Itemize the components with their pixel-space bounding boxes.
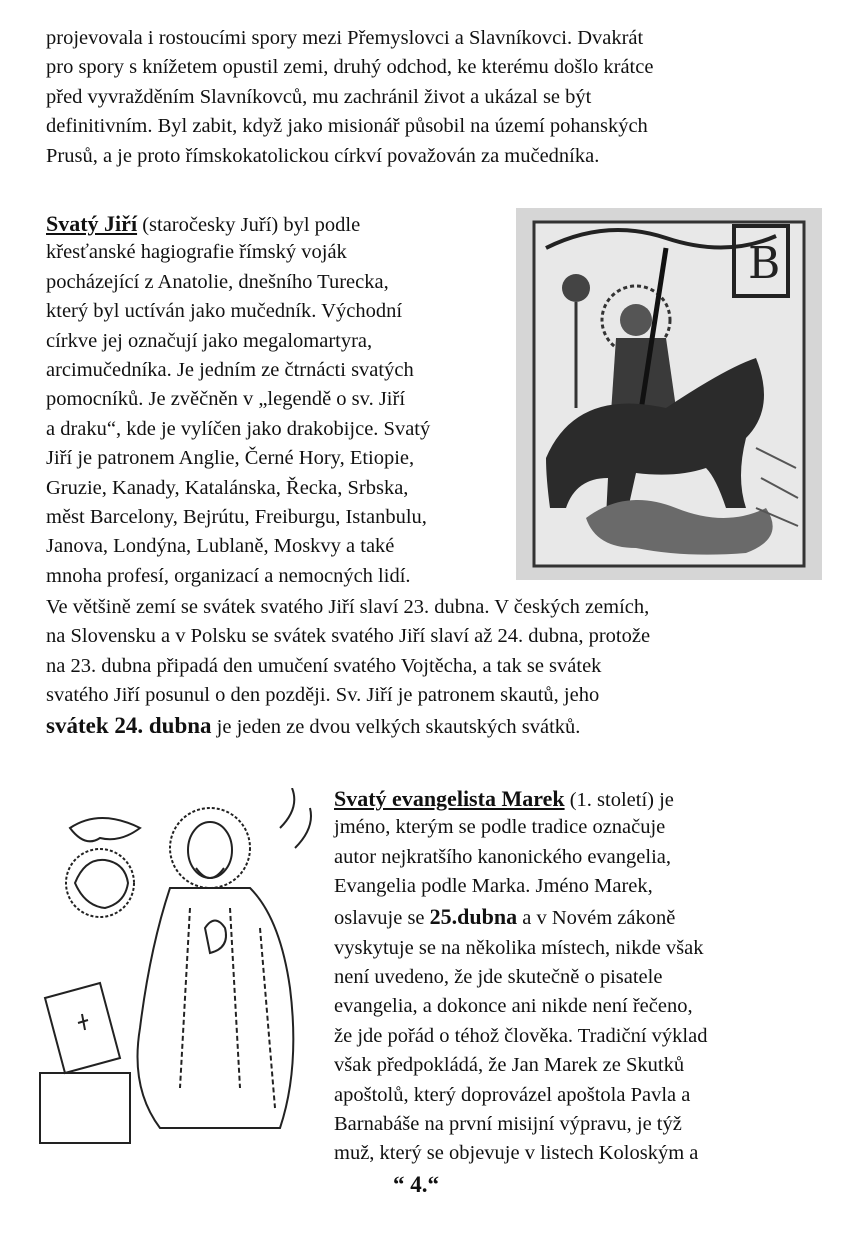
saint-george-line: církve jej označují jako megalomartyra, [46, 329, 373, 352]
saint-mark-line: evangelia, a dokonce ani nikde není řečeno, [334, 995, 693, 1018]
saint-george-cont-line: na 23. dubna připadá den umučení svatého Vojtěcha, a tak se svátek [46, 654, 602, 677]
saint-george-line: Gruzie, Kanady, Katalánska, Řecka, Srbska, [46, 476, 409, 499]
saint-george-line: Jiří je patronem Anglie, Černé Hory, Etiopie, [46, 447, 415, 470]
intro-paragraph [46, 24, 653, 171]
saint-mark-date-pre: oslavuje se [334, 906, 430, 929]
saint-mark-line: vyskytuje se na několika místech, nikde však [334, 936, 704, 959]
saint-mark-line: jméno, kterým se podle tradice označuje [334, 816, 666, 839]
saint-mark-illustration [30, 788, 320, 1148]
saint-george-dragon-illustration [516, 208, 822, 580]
saint-george-title: Svatý Jiří [46, 211, 138, 236]
saint-george-continuation [46, 593, 650, 745]
saint-mark-line: Barnabáše na první misijní výpravu, je týž [334, 1112, 682, 1135]
saint-george-line: Janova, Londýna, Lublaně, Moskvy a také [46, 535, 395, 558]
saint-mark-date-line [334, 902, 707, 934]
saint-mark-line: není uvedeno, že jde skutečně o pisatele [334, 965, 663, 988]
saint-mark-line: že jde pořád o téhož člověka. Tradiční výklad [334, 1024, 708, 1047]
saint-mark-title: Svatý evangelista Marek [334, 786, 565, 811]
svg-text:B: B [748, 238, 781, 289]
intro-line: pro spory s knížetem opustil zemi, druhý odchod, ke kterému došlo krátce [46, 56, 654, 79]
intro-line: definitivním. Byl zabit, když jako misionář působil na území pohanských [46, 115, 648, 138]
page-number: “ 4.“ [393, 1172, 439, 1197]
intro-line: projevovala i rostoucími spory mezi Přemyslovci a Slavníkovci. Dvakrát [46, 27, 644, 49]
saint-george-title-rest: (staročesky Juří) byl podle [137, 214, 361, 236]
saint-george-cont-line: svatého Jiří posunul o den později. Sv. Jiří je patronem skautů, jeho [46, 684, 600, 707]
saint-george-line: křesťanské hagiografie římský voják [46, 241, 347, 264]
saint-mark-title-rest: (1. století) je [564, 789, 674, 811]
saint-george-line: a draku“, kde je vylíčen jako drakobijce. Svatý [46, 417, 431, 440]
saint-george-line: arcimučedníka. Je jedním ze čtrnácti svatých [46, 358, 414, 381]
saint-george-paragraph [46, 209, 430, 591]
saint-mark-line: apoštolů, který doprovázel apoštola Pavla a [334, 1083, 691, 1106]
saint-mark-line: muž, který se objevuje v listech Koloským a [334, 1142, 699, 1165]
saint-mark-line: autor nejkratšího kanonického evangelia, [334, 845, 671, 868]
saint-mark-line: Evangelia podle Marka. Jméno Marek, [334, 875, 653, 898]
saint-george-feast-line [46, 711, 650, 745]
saint-george-engraving [516, 208, 822, 580]
intro-line: Prusů, a je proto římskokatolickou církví považován za mučedníka. [46, 144, 600, 167]
saint-george-feast-rest: je jeden ze dvou velkých skautských svátků. [211, 715, 581, 738]
saint-mark-feast-date: 25.dubna [429, 903, 518, 929]
saint-george-line: mnoha profesí, organizací a nemocných lidí. [46, 564, 411, 587]
saint-george-line: pocházející z Anatolie, dnešního Turecka, [46, 270, 389, 293]
intro-line: před vyvražděním Slavníkovců, mu zachránil život a ukázal se být [46, 85, 592, 108]
saint-george-heading-line [46, 209, 430, 238]
saint-mark-drawing [30, 788, 320, 1148]
saint-mark-paragraph [334, 784, 707, 1169]
saint-mark-heading-line [334, 784, 707, 813]
saint-george-line: měst Barcelony, Bejrútu, Freiburgu, Istanbulu, [46, 505, 427, 528]
saint-mark-line: však předpokládá, že Jan Marek ze Skutků [334, 1054, 685, 1077]
saint-mark-date-rest: a v Novém zákoně [517, 906, 676, 929]
saint-george-cont-line: na Slovensku a v Polsku se svátek svatého Jiří slaví až 24. dubna, protože [46, 625, 651, 648]
saint-george-line: pomocníků. Je zvěčněn v „legendě o sv. Jiří [46, 388, 406, 411]
saint-george-feast-date: svátek 24. dubna [46, 712, 212, 738]
saint-george-cont-line: Ve většině zemí se svátek svatého Jiří slaví 23. dubna. V českých zemích, [46, 596, 650, 618]
saint-george-line: který byl uctíván jako mučedník. Východní [46, 300, 403, 323]
